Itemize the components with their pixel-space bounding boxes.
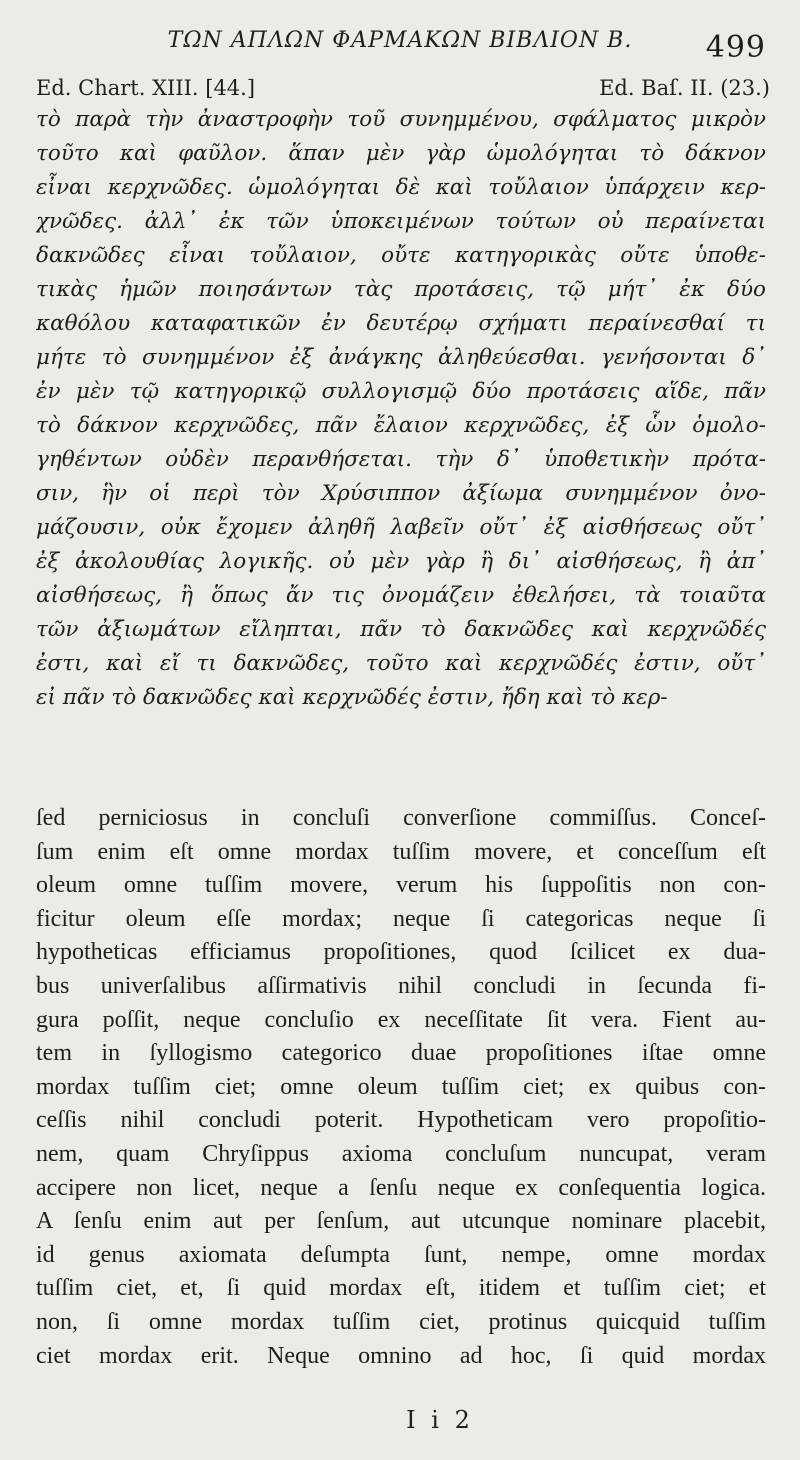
text-line: accipere non licet, neque a ſenſu neque ex conſequentia logica.	[36, 1174, 766, 1201]
text-line: gura poſſit, neque concluſio ex neceſſitate ſit vera. Fient au-	[36, 1006, 766, 1033]
text-line: nem, quam Chryſippus axioma concluſum nuncupat, veram	[36, 1140, 766, 1167]
text-line: γηθέντων οὐδὲν περανθήσεται. τὴν δ᾽ ὑποθετικὴν πρότα-	[36, 447, 766, 472]
text-line: ἐν μὲν τῷ κατηγορικῷ συλλογισμῷ δύο προτάσεις αἵδε, πᾶν	[36, 379, 766, 404]
text-line: καθόλου καταφατικῶν ἐν δευτέρῳ σχήματι περαίνεσθαί τι	[36, 311, 766, 336]
text-line: μήτε τὸ συνημμένον ἐξ ἀνάγκης ἀληθεύεσθαι. γενήσονται δ᾽	[36, 345, 766, 370]
text-line: εἰ πᾶν τὸ δακνῶδες καὶ κερχνῶδές ἐστιν, ἤδη καὶ τὸ κερ-	[36, 685, 668, 710]
text-line: tuſſim ciet, et, ſi quid mordax eſt, itidem et tuſſim ciet; et	[36, 1275, 766, 1302]
latin-text-block	[36, 802, 766, 1373]
text-line: σιν, ἣν οἱ περὶ τὸν Χρύσιππον ἀξίωμα συνημμένον ὀνο-	[36, 481, 766, 506]
page-number: 499	[705, 30, 766, 65]
text-line: δακνῶδες εἶναι τοὔλαιον, οὔτε κατηγορικὰς οὔτε ὑποθε-	[36, 243, 766, 268]
text-line: hypotheticas efficiamus propoſitiones, quod ſcilicet ex dua-	[36, 939, 766, 966]
edition-reference-right: Ed. Baſ. II. (23.)	[599, 76, 770, 100]
edition-reference-left: Ed. Chart. XIII. [44.]	[36, 76, 256, 100]
text-line: τὸ παρὰ τὴν ἀναστροφὴν τοῦ συνημμένου, σφάλματος μικρὸν	[36, 107, 766, 132]
text-line: ficitur oleum eſſe mordax; neque ſi categoricas neque ſi	[36, 905, 766, 932]
text-line: τῶν ἀξιωμάτων εἴληπται, πᾶν τὸ δακνῶδες καὶ κερχνῶδές	[36, 617, 766, 642]
running-title: ΤΩΝ ΑΠΛΩΝ ΦΑΡΜΑΚΩΝ ΒΙΒΛΙΟΝ Β.	[167, 28, 633, 53]
text-line: mordax tuſſim ciet; omne oleum tuſſim ciet; ex quibus con-	[36, 1073, 766, 1100]
text-line: τικὰς ἡμῶν ποιησάντων τὰς προτάσεις, τῷ μήτ᾽ ἐκ δύο	[36, 277, 766, 302]
text-line: ceſſis nihil concludi poterit. Hypotheticam vero propoſitio-	[36, 1107, 766, 1134]
text-line: τὸ δάκνον κερχνῶδες, πᾶν ἔλαιον κερχνῶδες, ἐξ ὧν ὁμολο-	[36, 413, 766, 438]
text-line: ſum enim eſt omne mordax tuſſim movere, et conceſſum eſt	[36, 838, 766, 865]
signature-mark: I i 2	[406, 1406, 474, 1434]
text-line: αἰσθήσεως, ἢ ὅπως ἄν τις ὀνομάζειν ἐθελήσει, τὰ τοιαῦτα	[36, 583, 766, 608]
text-line: εἶναι κερχνῶδες. ὡμολόγηται δὲ καὶ τοὔλαιον ὑπάρχειν κερ-	[36, 175, 766, 200]
text-line: ciet mordax erit. Neque omnino ad hoc, ſi quid mordax	[36, 1342, 766, 1369]
text-line: τοῦτο καὶ φαῦλον. ἅπαν μὲν γὰρ ὡμολόγηται τὸ δάκνον	[36, 141, 766, 166]
text-line: non, ſi omne mordax tuſſim ciet, protinus quicquid tuſſim	[36, 1308, 766, 1335]
text-line: bus univerſalibus aſſirmativis nihil concludi in ſecunda fi-	[36, 972, 766, 999]
text-line: tem in ſyllogismo categorico duae propoſitiones iſtae omne	[36, 1040, 766, 1067]
text-line: ſed perniciosus in concluſi converſione commiſſus. Conceſ-	[36, 805, 766, 831]
text-line: χνῶδες. ἀλλ᾽ ἐκ τῶν ὑποκειμένων τούτων οὐ περαίνεται	[36, 209, 766, 234]
text-line: ἐξ ἀκολουθίας λογικῆς. οὐ μὲν γὰρ ἢ δι᾽ αἰσθήσεως, ἢ ἀπ᾽	[36, 549, 766, 574]
text-line: id genus axiomata deſumpta ſunt, nempe, omne mordax	[36, 1241, 766, 1268]
text-line: oleum omne tuſſim movere, verum his ſuppoſitis non con-	[36, 872, 766, 899]
text-line: μάζουσιν, οὐκ ἔχομεν ἀληθῆ λαβεῖν οὔτ᾽ ἐξ αἰσθήσεως οὔτ᾽	[36, 515, 766, 540]
text-line: A ſenſu enim aut per ſenſum, aut utcunque nominare placebit,	[36, 1208, 766, 1235]
text-line: ἐστι, καὶ εἴ τι δακνῶδες, τοῦτο καὶ κερχνῶδές ἐστιν, οὔτ᾽	[36, 651, 766, 676]
greek-text-block	[36, 103, 766, 715]
